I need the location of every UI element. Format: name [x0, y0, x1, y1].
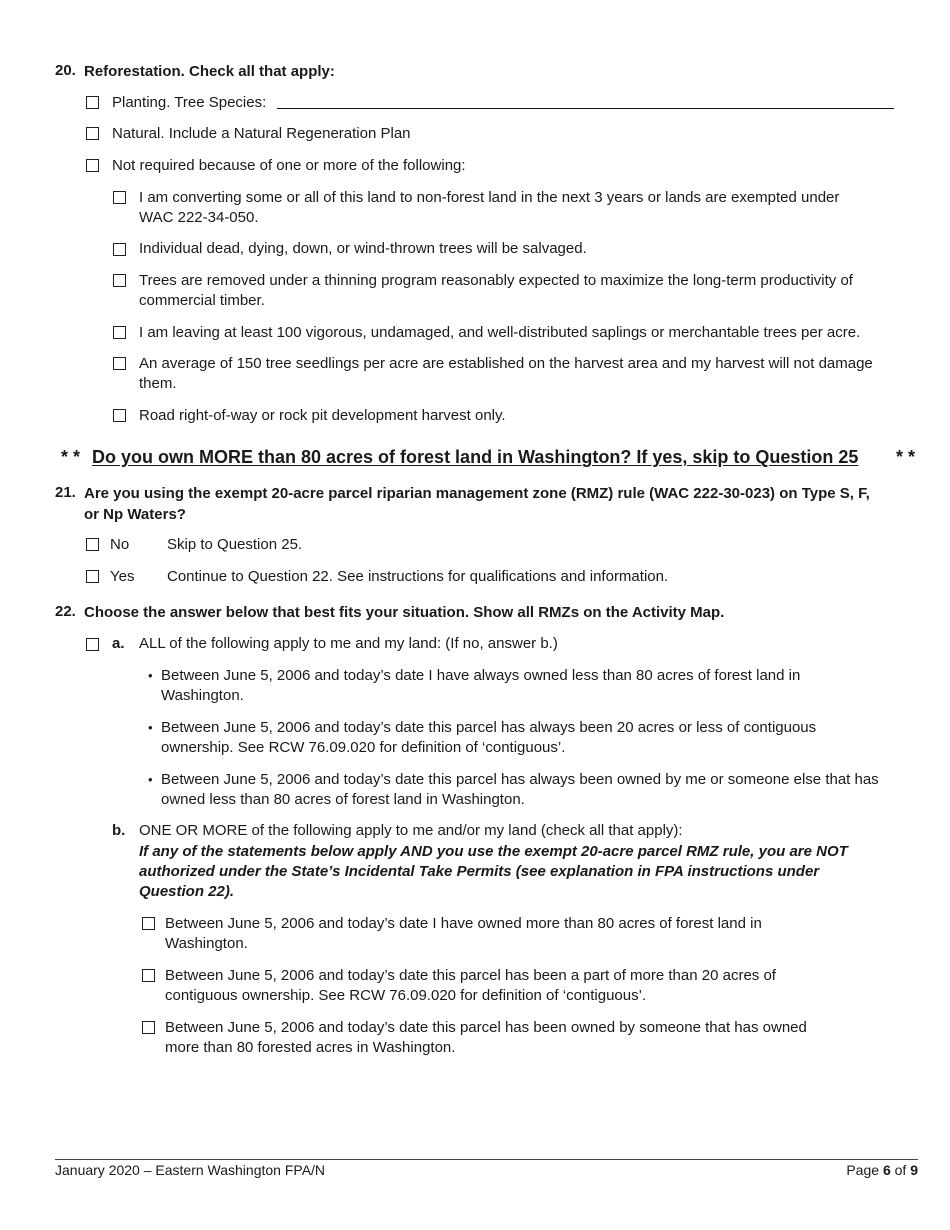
a-bullet-text: Washington.	[161, 687, 244, 704]
q22-title: Choose the answer below that best fits your situation. Show all RMZs on the Activity Map.	[84, 604, 725, 621]
b-item-text: Between June 5, 2006 and today’s date this parcel has been owned by someone that has owned	[165, 1019, 807, 1036]
a-bullet-text: Between June 5, 2006 and today’s date this parcel has always been owned by me or someone else that has	[161, 771, 879, 788]
page-prefix: Page	[846, 1162, 880, 1178]
sub-item-text: I am converting some or all of this land to non-forest land in the next 3 years or lands are exempted under	[139, 189, 840, 206]
q21-no-checkbox[interactable]	[86, 538, 99, 551]
q21-title-line2: or Np Waters?	[84, 506, 186, 523]
q22-b-note: Question 22).	[139, 883, 235, 900]
planting-checkbox[interactable]	[86, 96, 99, 109]
q21-yes-label: Yes	[110, 568, 135, 585]
banner-stars-right: * *	[896, 447, 916, 467]
q21-yes-checkbox[interactable]	[86, 570, 99, 583]
page-current: 6	[882, 1162, 891, 1178]
q22-b-text: ONE OR MORE of the following apply to me and/or my land (check all that apply):	[139, 822, 683, 839]
tree-species-input[interactable]	[277, 108, 894, 109]
planting-label: Planting. Tree Species:	[112, 94, 267, 111]
q22-b-letter: b.	[112, 822, 126, 839]
q20-title: Reforestation. Check all that apply:	[84, 63, 335, 80]
footer-left: January 2020 – Eastern Washington FPA/N	[55, 1162, 326, 1178]
b-item-text: Washington.	[165, 935, 248, 952]
b-item-text: contiguous ownership. See RCW 76.09.020 for definition of ‘contiguous’.	[165, 987, 647, 1004]
q22-b-note: authorized under the State’s Incidental Take Permits (see explanation in FPA instructions under	[139, 863, 820, 880]
q21-yes-text: Continue to Question 22. See instructions for qualifications and information.	[167, 568, 669, 585]
page-of: of	[894, 1162, 907, 1178]
sub-item-text: I am leaving at least 100 vigorous, undamaged, and well-distributed saplings or merchantable trees per acre.	[139, 324, 861, 341]
not-required-checkbox[interactable]	[86, 159, 99, 172]
b-item-text: Between June 5, 2006 and today’s date I have owned more than 80 acres of forest land in	[165, 915, 762, 932]
footer-divider	[55, 1159, 918, 1160]
a-bullet-text: ownership. See RCW 76.09.020 for definition of ‘contiguous’.	[161, 739, 566, 756]
q21-title-line1: Are you using the exempt 20-acre parcel riparian management zone (RMZ) rule (WAC 222-30-023) on Type S, F,	[84, 485, 870, 502]
saplings-checkbox[interactable]	[113, 326, 126, 339]
b-item-text: Between June 5, 2006 and today’s date this parcel has been a part of more than 20 acres of	[165, 967, 776, 984]
thinning-checkbox[interactable]	[113, 274, 126, 287]
a-bullet-text: Between June 5, 2006 and today’s date I have always owned less than 80 acres of forest land in	[161, 667, 801, 684]
q22-b-note: If any of the statements below apply AND you use the exempt 20-acre parcel RMZ rule, you are NOT	[139, 843, 848, 860]
q22-a-checkbox[interactable]	[86, 638, 99, 651]
sub-item-text: them.	[139, 375, 177, 392]
b-contiguous-checkbox[interactable]	[142, 969, 155, 982]
road-checkbox[interactable]	[113, 409, 126, 422]
seedlings-checkbox[interactable]	[113, 357, 126, 370]
bullet-icon: •	[148, 668, 153, 683]
bullet-icon: •	[148, 720, 153, 735]
banner-text	[92, 446, 858, 468]
sub-item-text: An average of 150 tree seedlings per acre are established on the harvest area and my harvest will not damage	[139, 355, 873, 372]
q22-a-text: ALL of the following apply to me and my land: (If no, answer b.)	[139, 635, 558, 652]
sub-item-text: commercial timber.	[139, 292, 265, 309]
a-bullet-text: owned less than 80 acres of forest land in Washington.	[161, 791, 525, 808]
b-item-text: more than 80 forested acres in Washington.	[165, 1039, 456, 1056]
q21-number: 21.	[55, 484, 76, 501]
a-bullet-text: Between June 5, 2006 and today’s date this parcel has always been 20 acres or less of contiguous	[161, 719, 817, 736]
salvage-checkbox[interactable]	[113, 243, 126, 256]
banner-stars-left: * *	[61, 447, 81, 467]
sub-item-text: WAC 222-34-050.	[139, 209, 259, 226]
not-required-label: Not required because of one or more of the following:	[112, 157, 466, 174]
natural-checkbox[interactable]	[86, 127, 99, 140]
q21-no-label: No	[110, 536, 130, 553]
page-total: 9	[910, 1162, 918, 1178]
sub-item-text: Road right-of-way or rock pit development harvest only.	[139, 407, 506, 424]
converting-checkbox[interactable]	[113, 191, 126, 204]
page-number	[846, 1162, 918, 1178]
natural-label: Natural. Include a Natural Regeneration Plan	[112, 125, 411, 142]
b-owned-by-someone-checkbox[interactable]	[142, 1021, 155, 1034]
bullet-icon: •	[148, 772, 153, 787]
q22-a-letter: a.	[112, 635, 125, 652]
q20-number: 20.	[55, 62, 76, 79]
banner-text-underlined: Do you own MORE than 80 acres of forest land in Washington? If yes, skip to Question 25	[92, 447, 859, 467]
b-owned-more-checkbox[interactable]	[142, 917, 155, 930]
q21-no-text: Skip to Question 25.	[167, 536, 303, 553]
sub-item-text: Trees are removed under a thinning program reasonably expected to maximize the long-term productivity of	[139, 272, 853, 289]
q22-number: 22.	[55, 603, 76, 620]
sub-item-text: Individual dead, dying, down, or wind-thrown trees will be salvaged.	[139, 240, 587, 257]
